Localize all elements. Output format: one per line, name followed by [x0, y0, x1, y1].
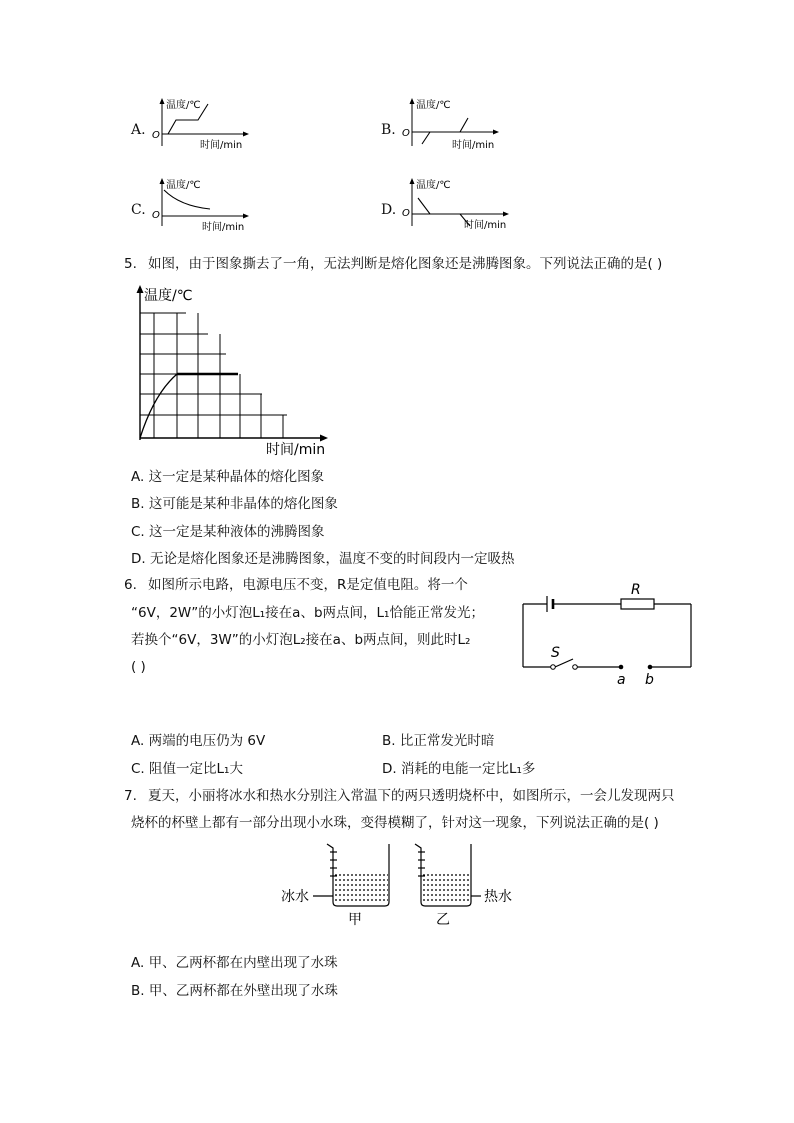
q4-c-origin: O — [152, 210, 160, 221]
q7-number: 7. — [124, 788, 137, 804]
q6-number: 6. — [124, 577, 137, 593]
q4-d-xlabel: 时间/min — [464, 220, 507, 231]
q6-label-r: R — [631, 582, 641, 598]
q4-a-origin: O — [152, 130, 160, 141]
q6-circuit — [515, 580, 700, 690]
q6-label-b: b — [645, 672, 654, 688]
q5-option-d[interactable]: D. 无论是熔化图象还是沸腾图象，温度不变的时间段内一定吸热 — [131, 551, 515, 567]
q4-option-b-graph — [400, 96, 510, 154]
q4-b-xlabel: 时间/min — [452, 140, 495, 151]
q7-figure — [275, 838, 525, 933]
q7-right-label: 热水 — [484, 889, 512, 905]
q7-cup2-label: 乙 — [436, 912, 450, 928]
q5-option-c[interactable]: C. 这一定是某种液体的沸腾图象 — [131, 524, 325, 540]
q4-c-xlabel: 时间/min — [202, 222, 245, 233]
q4-option-c-letter[interactable]: C. — [131, 202, 146, 218]
q4-d-ylabel: 温度/℃ — [416, 180, 451, 191]
q5-graph — [122, 282, 342, 457]
q5-ylabel: 温度/℃ — [144, 288, 193, 304]
q4-b-ylabel: 温度/℃ — [416, 100, 451, 111]
q4-a-xlabel: 时间/min — [200, 140, 243, 151]
q6-line1: 如图所示电路，电源电压不变，R是定值电阻。将一个 — [148, 577, 468, 593]
q6-option-b[interactable]: B. 比正常发光时暗 — [382, 733, 495, 749]
q6-line2: “6V，2W”的小灯泡L₁接在a、b两点间，L₁恰能正常发光； — [131, 605, 484, 621]
q4-d-origin: O — [402, 208, 410, 219]
q7-option-a[interactable]: A. 甲、乙两杯都在内壁出现了水珠 — [131, 955, 338, 971]
q5-xlabel: 时间/min — [266, 442, 326, 457]
q5-number: 5. — [124, 256, 137, 272]
q6-line4: ( ) — [131, 659, 146, 675]
q7-line1: 夏天，小丽将冰水和热水分别注入常温下的两只透明烧杯中，如图所示，一会儿发现两只 — [148, 788, 675, 804]
q6-option-a[interactable]: A. 两端的电压仍为 6V — [131, 733, 266, 749]
q4-a-ylabel: 温度/℃ — [166, 100, 201, 111]
q4-option-d-graph — [400, 176, 520, 234]
q5-option-b[interactable]: B. 这可能是某种非晶体的熔化图象 — [131, 496, 338, 512]
q4-option-a-letter[interactable]: A. — [131, 122, 146, 138]
q4-option-a-graph — [150, 96, 260, 154]
q4-c-ylabel: 温度/℃ — [166, 180, 201, 191]
q4-option-b-letter[interactable]: B. — [381, 122, 396, 138]
q5-option-a[interactable]: A. 这一定是某种晶体的熔化图象 — [131, 469, 325, 485]
q7-option-b[interactable]: B. 甲、乙两杯都在外壁出现了水珠 — [131, 983, 338, 999]
q6-option-d[interactable]: D. 消耗的电能一定比L₁多 — [382, 761, 536, 777]
q7-cup1-label: 甲 — [348, 912, 362, 928]
q7-line2: 烧杯的杯壁上都有一部分出现小水珠，变得模糊了，针对这一现象，下列说法正确的是( ) — [131, 815, 659, 831]
q4-option-c-graph — [150, 176, 260, 234]
q7-left-label: 冰水 — [281, 889, 309, 905]
q6-label-a: a — [617, 672, 626, 688]
q5-stem: 如图，由于图象撕去了一角，无法判断是熔化图象还是沸腾图象。下列说法正确的是( ) — [148, 256, 663, 272]
q4-option-d-letter[interactable]: D. — [381, 202, 397, 218]
q4-b-origin: O — [402, 128, 410, 139]
q6-label-s: S — [551, 645, 560, 661]
q6-option-c[interactable]: C. 阻值一定比L₁大 — [131, 761, 243, 777]
q6-line3: 若换个“6V，3W”的小灯泡L₂接在a、b两点间，则此时L₂ — [131, 632, 471, 648]
